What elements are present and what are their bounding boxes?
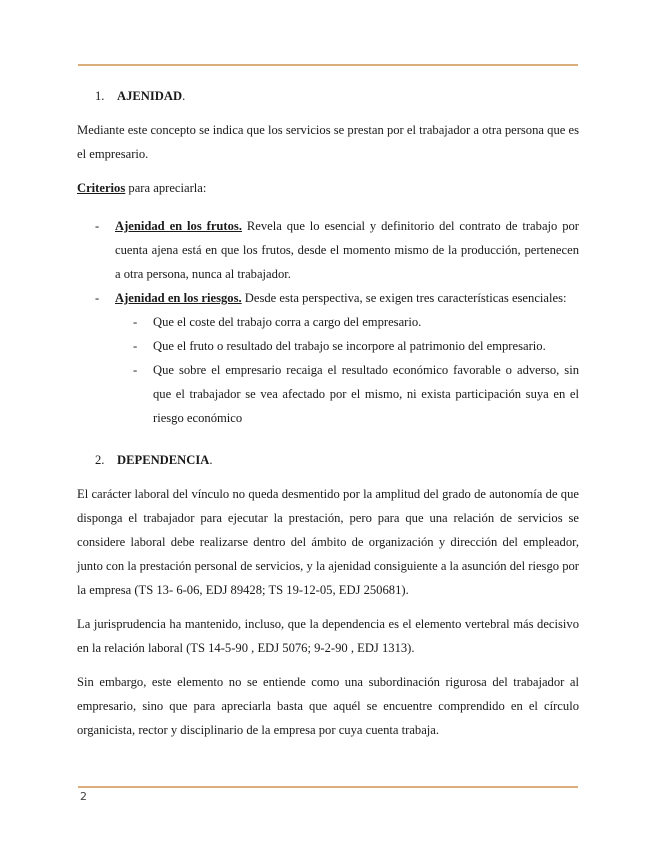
item-text: Desde esta perspectiva, se exigen tres características esenciales: [241,291,567,305]
dash-marker: - [133,315,138,329]
sublist-item [115,310,579,334]
dash-marker: - [95,291,100,305]
sublist-item [115,358,579,430]
section-title: DEPENDENCIA [117,453,210,467]
document-body [77,84,579,752]
section-title: AJENIDAD [117,89,183,103]
section-title-suffix: . [209,453,213,467]
section-number: 1. [95,89,105,103]
header-rule [78,64,578,66]
list-item-frutos [77,214,579,286]
sublist-text: Que sobre el empresario recaiga el resultado económico favorable o adverso, sin que el trabajador se vea afectado por el mismo, ni exista participación suya en el riesgo económico [153,363,579,425]
footer-rule [78,786,578,788]
list-item-riesgos [77,286,579,430]
section-title-suffix: . [182,89,186,103]
section-number: 2. [95,453,105,467]
dash-marker: - [95,219,100,233]
section-heading-ajenidad [95,84,579,108]
dash-marker: - [133,363,138,377]
page-number: 2 [80,790,87,803]
dependencia-paragraph: El carácter laboral del vínculo no queda desmentido por la amplitud del grado de autonomía de que disponga el trabajador para ejecutar la prestación, pero para que una relación de servicios se considere laboral debe realizarse dentro del ámbito de organización y dirección del empleador, junto con la prestación personal de servicios, y la ajenidad consiguiente a la asunción del riesgo por la empresa (TS 13- 6-06, EDJ 89428; TS 19-12-05, EDJ 250681). [77,487,579,597]
sublist-text: Que el fruto o resultado del trabajo se incorpore al patrimonio del empresario. [153,339,546,353]
criteria-text: para apreciarla: [125,181,207,195]
riesgos-sublist [115,310,579,430]
dependencia-paragraph: La jurisprudencia ha mantenido, incluso, que la dependencia es el elemento vertebral más decisivo en la relación laboral (TS 14-5-90 , EDJ 5076; 9-2-90 , EDJ 1313). [77,617,579,655]
section-heading-dependencia [95,448,579,472]
dependencia-paragraph: Sin embargo, este elemento no se entiende como una subordinación rigurosa del trabajador al empresario, sino que para apreciarla basta que aquél se encuentre comprendido en el círculo organicista, rector y disciplinario de la empresa por cuya cuenta trabaja. [77,675,579,737]
criteria-label: Criterios [77,181,126,195]
item-text: Revela que lo esencial y definitorio del contrato de trabajo por cuenta ajena está en que los frutos, desde el momento mismo de la producción, pertenecen a otra persona, nunca al trabajador. [115,219,579,281]
item-lead: Ajenidad en los riesgos. [115,291,242,305]
criteria-line [77,176,579,200]
dash-marker: - [133,339,138,353]
criteria-list [77,214,579,430]
sublist-text: Que el coste del trabajo corra a cargo del empresario. [153,315,422,329]
ajenidad-intro: Mediante este concepto se indica que los servicios se prestan por el trabajador a otra persona que es el empresario. [77,123,579,161]
sublist-item [115,334,579,358]
item-lead: Ajenidad en los frutos. [115,219,242,233]
